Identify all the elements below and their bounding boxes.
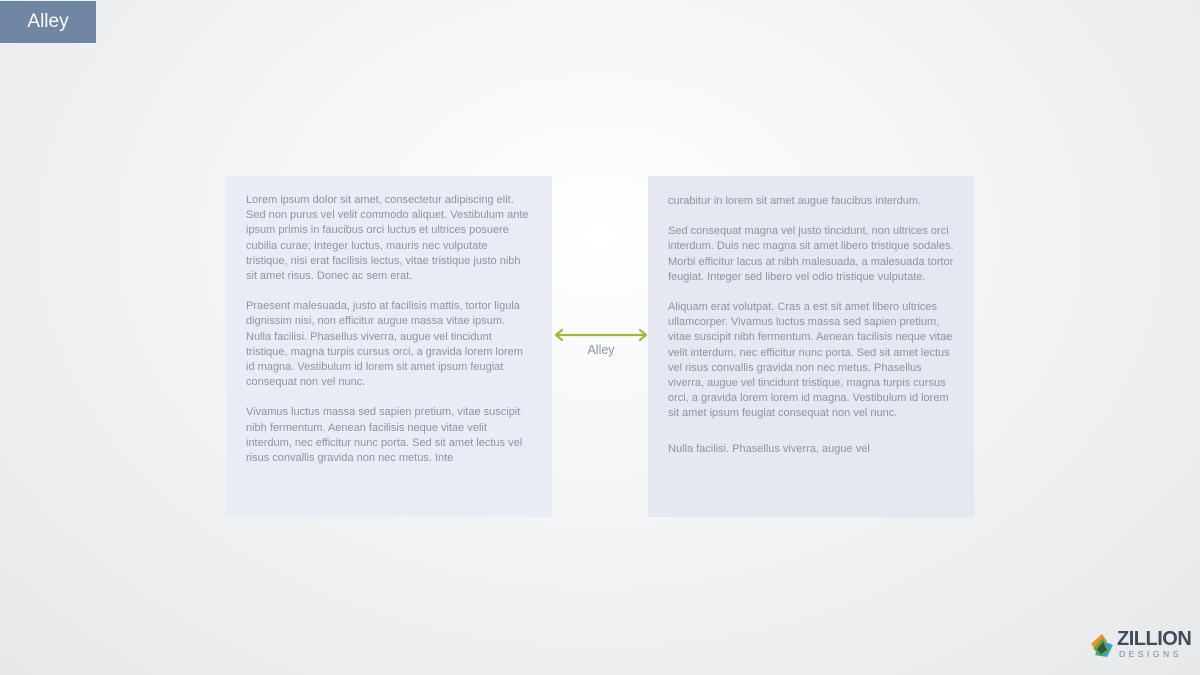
- paragraph: curabitur in lorem sit amet augue faucibus interdum.: [668, 195, 922, 207]
- paragraph: Praesent malesuada, justo at facilisis mattis, tortor ligula dignissim nisi, non efficitur augue massa vitae ipsum. Nulla facilisi. Phasellus viverra, augue vel tincidunt tristique, magna turpis cursus orci, a gravida lorem lorem id magna. Vestibulum id lorem sit amet ipsum feugiat consequat non vel nunc.: [246, 300, 523, 389]
- slide-title: Alley: [0, 1, 96, 43]
- paragraph: Vivamus luctus massa sed sapien pretium, vitae suscipit nibh fermentum. Aenean facilisis neque vitae velit interdum, nec efficitur nunc porta. Sed sit amet lectus vel risus convallis gravida non nec metus. Inte: [246, 406, 523, 465]
- paragraph: Sed consequat magna vel justo tincidunt, non ultrices orci interdum. Duis nec magna sit amet libero tristique sodales. Morbi efficitur lacus at nibh malesuada, a malesuada tortor feugiat. Integer sed libero vel odio tristique vulputate.: [668, 225, 954, 283]
- paragraph: Nulla facilisi. Phasellus viverra, augue vel: [668, 442, 870, 455]
- paragraph: Lorem ipsum dolor sit amet, consectetur adipiscing elit. Sed non purus vel velit commodo aliquet. Vestibulum ante ipsum primis in faucibus orci luctus et ultrices posuere cubilia curae; Integer luctus, mauris nec vulputate tristique, nisi erat facilisis lectus, vitae tristique justo nibh sit amet risus. Donec ac sem erat.: [246, 194, 529, 283]
- brand-logo: [1088, 629, 1190, 661]
- paragraph: Aliquam erat volutpat. Cras a est sit amet libero ultrices ullamcorper. Vivamus luctus massa sed sapien pretium, vitae suscipit nibh fermentum. Aenean facilisis neque vitae velit interdum, nec efficitur nunc porta. Sed sit amet lectus vel risus convallis gravida non nec metus. Phasellus viverra, augue vel tincidunt tristique, magna turpis cursus orci, a gravida lorem lorem id magna. Vestibulum id lorem sit amet ipsum feugiat consequat non vel nunc.: [668, 301, 953, 420]
- double-arrow-icon: [553, 328, 649, 342]
- text-column-left: [226, 176, 552, 517]
- logo-wordmark: ZILLION: [1117, 628, 1192, 650]
- text-column-right: [648, 176, 974, 517]
- logo-tagline: DESIGNS: [1119, 649, 1182, 659]
- logo-mark-icon: [1088, 631, 1116, 659]
- gutter-label: Alley: [587, 343, 615, 357]
